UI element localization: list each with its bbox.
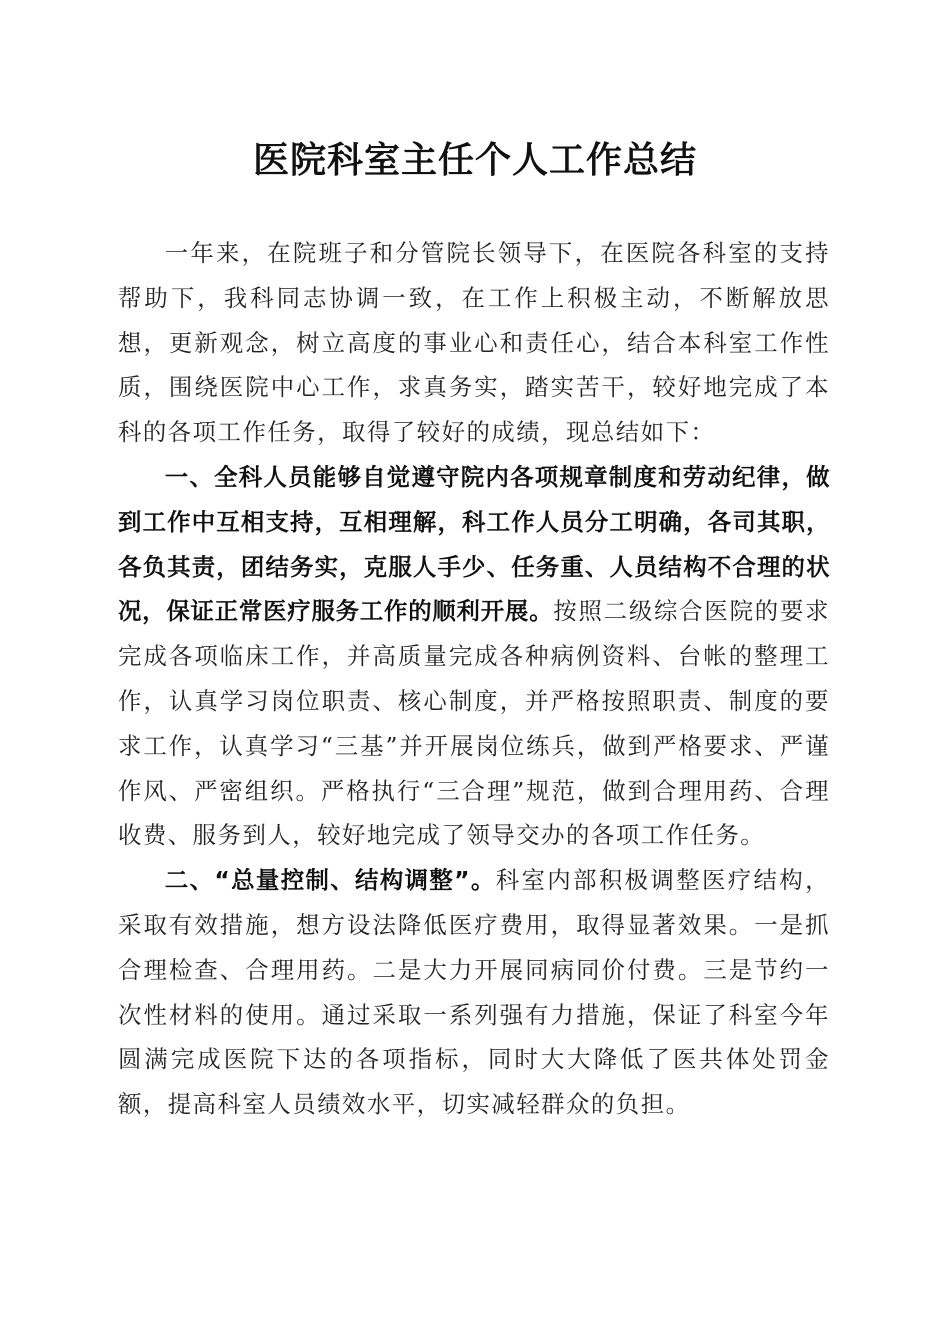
section-2-heading: 二、“总量控制、结构调整”。 xyxy=(164,866,496,895)
section-1-heading: 一、全科人员能够自觉遵守院内各项规章制度和劳动纪律，做到工作中互相支持，互相理解，科工作人员分工明确，各司其职，各负其责，团结务实，克服人手少、任务重、人员结构不合理的状况，保证正常医疗服务工作的顺利开展。 xyxy=(118,462,830,626)
section-1-paragraph xyxy=(118,455,830,858)
section-1-body: 按照二级综合医院的要求完成各项临床工作，并高质量完成各种病例资料、台帐的整理工作，认真学习岗位职责、核心制度，并严格按照职责、制度的要求工作，认真学习“三基”并开展岗位练兵，做到严格要求、严谨作风、严密组织。严格执行“三合理”规范，做到合理用药、合理收费、服务到人，较好地完成了领导交办的各项工作任务。 xyxy=(118,597,831,850)
document-body xyxy=(118,231,830,1127)
section-2-paragraph xyxy=(118,858,830,1127)
intro-paragraph: 一年来，在院班子和分管院长领导下，在医院各科室的支持帮助下，我科同志协调一致，在工作上积极主动，不断解放思想，更新观念，树立高度的事业心和责任心，结合本科室工作性质，围绕医院中心工作，求真务实，踏实苦干，较好地完成了本科的各项工作任务，取得了较好的成绩，现总结如下： xyxy=(118,239,830,447)
document-title: 医院科室主任个人工作总结 xyxy=(252,139,697,181)
section-2-body: 科室内部积极调整医疗结构，采取有效措施，想方设法降低医疗费用，取得显著效果。一是抓合理检查、合理用药。二是大力开展同病同价付费。三是节约一次性材料的使用。通过采取一系列强有力措施，保证了科室今年圆满完成医院下达的各项指标，同时大大降低了医共体处罚金额，提高科室人员绩效水平，切实减轻群众的负担。 xyxy=(118,866,830,1119)
